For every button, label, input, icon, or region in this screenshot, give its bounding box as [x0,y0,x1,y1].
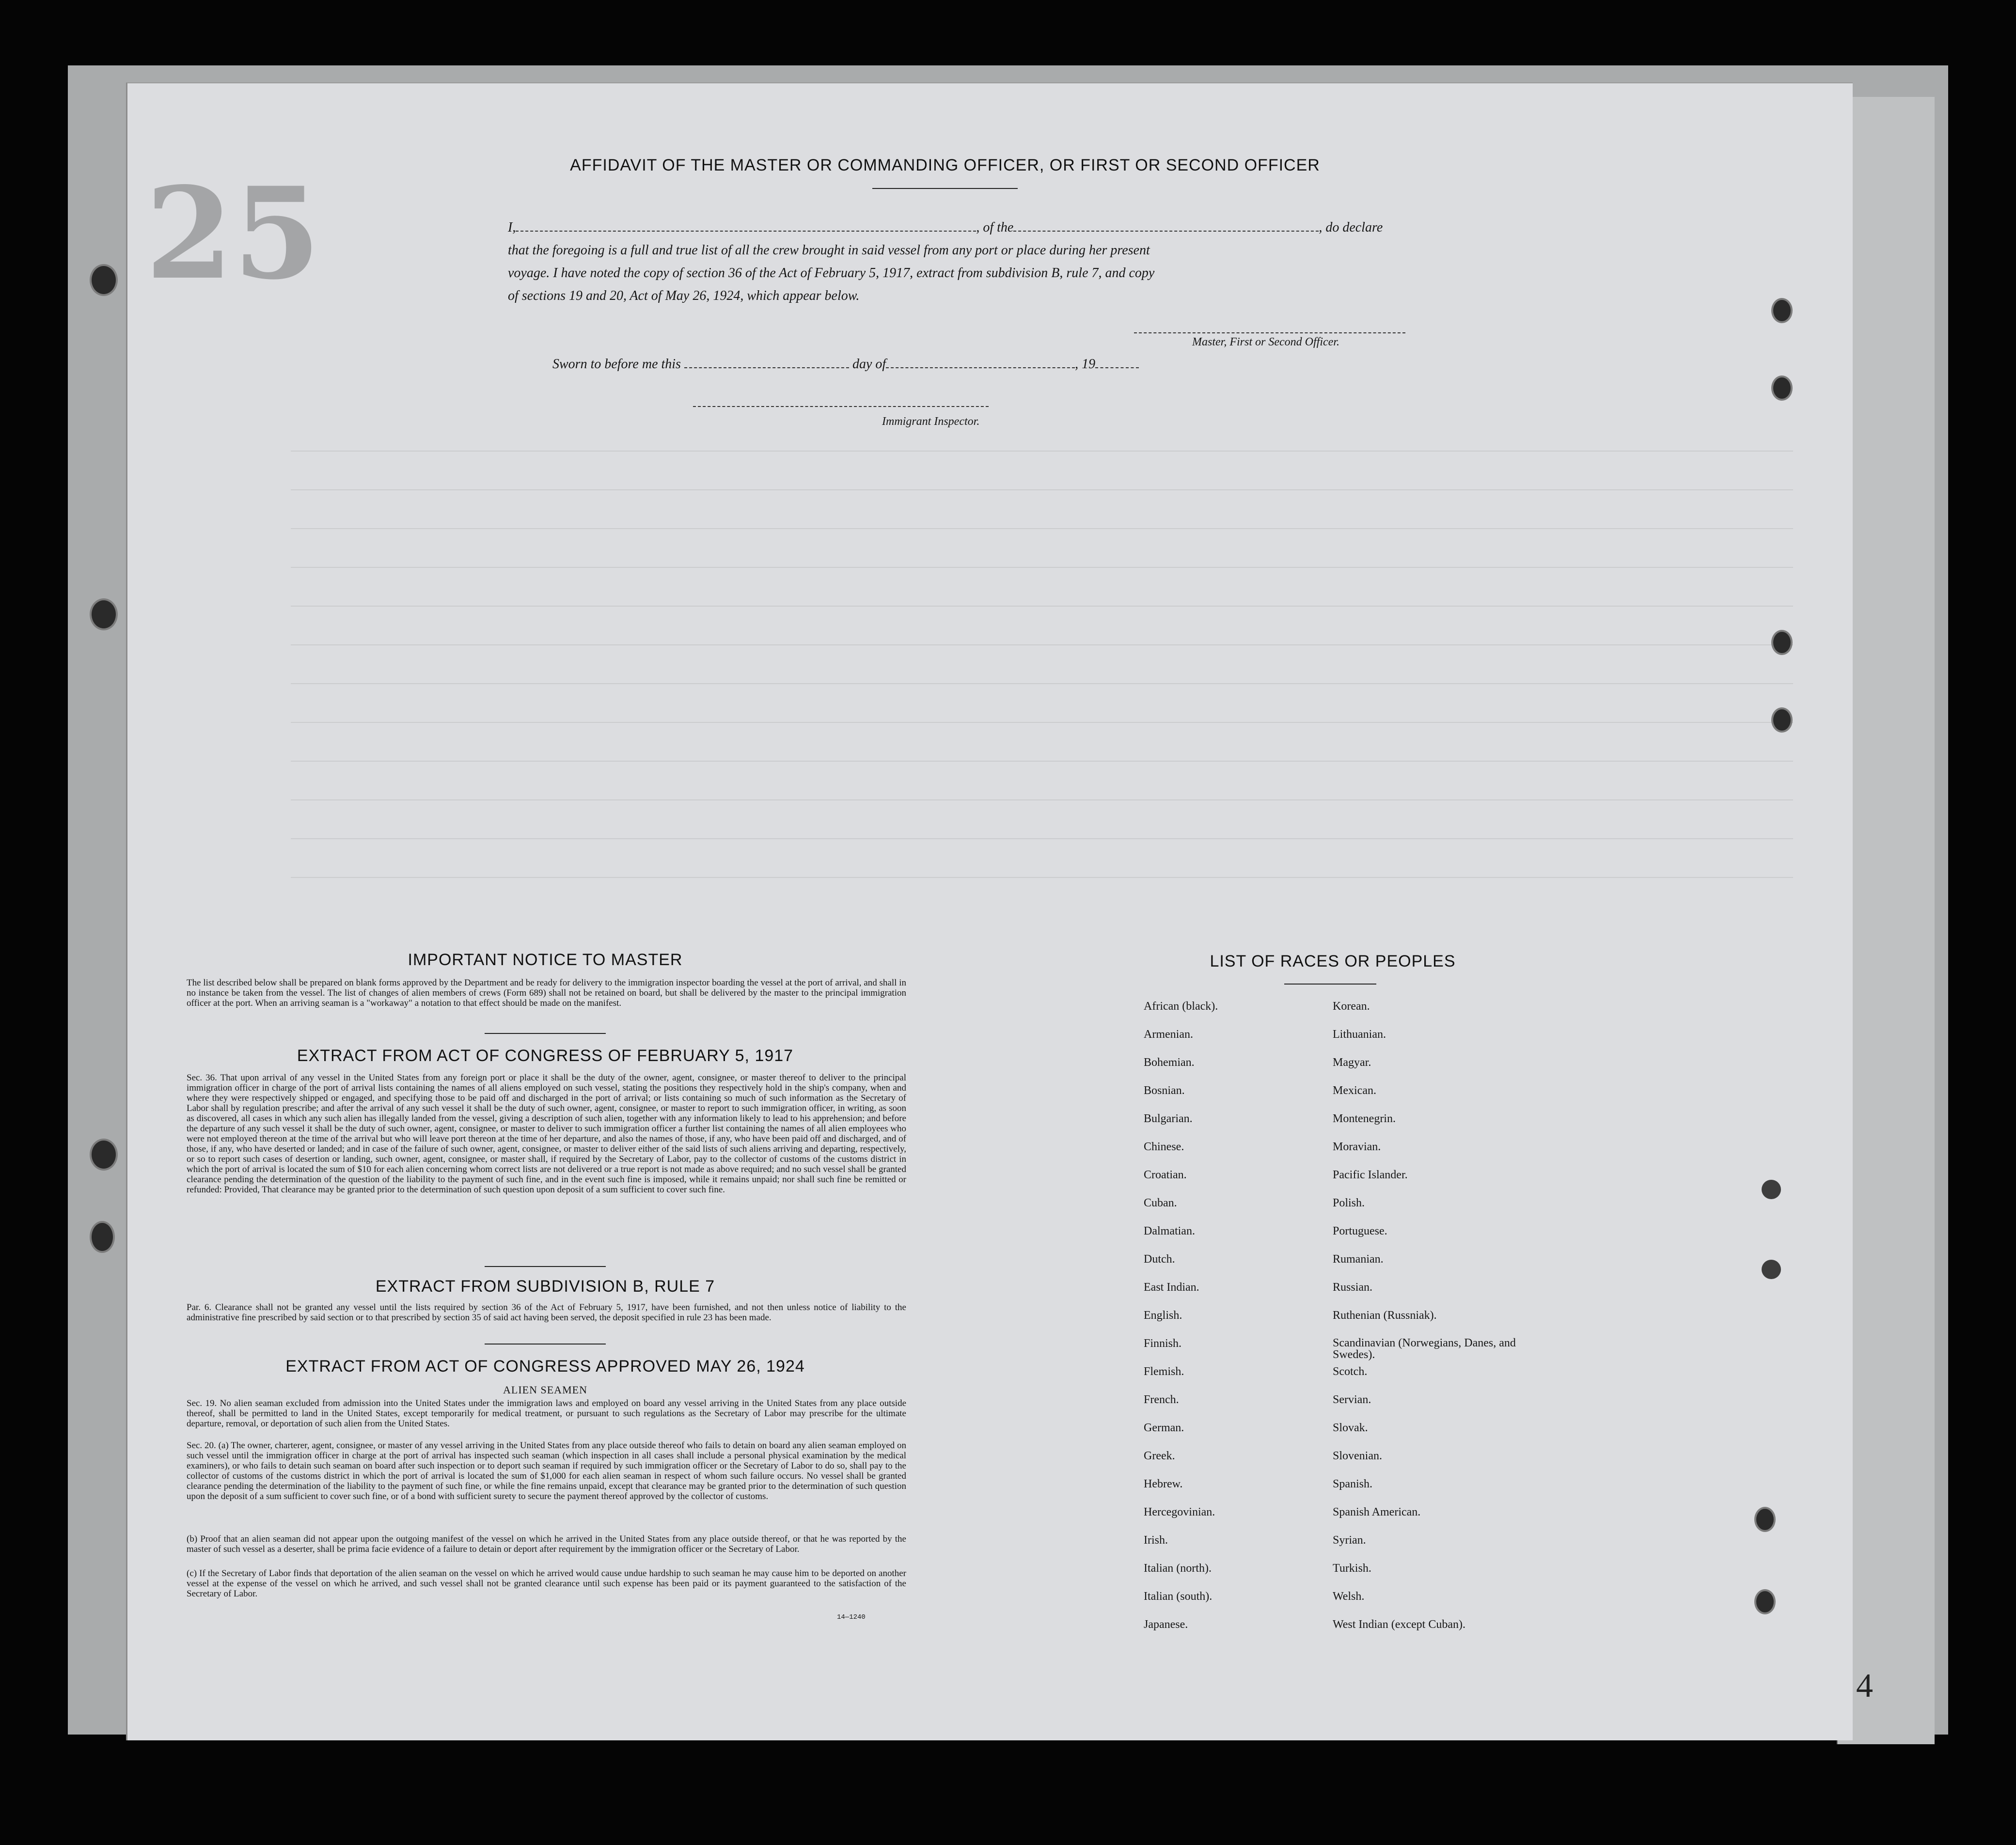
race-item: Welsh. [1333,1590,1365,1603]
bleed-through-row [291,838,1793,839]
race-item: East Indian. [1144,1281,1199,1294]
bleed-through-row [291,567,1793,568]
race-item: Italian (south). [1144,1590,1213,1603]
divider [485,1033,606,1034]
inspector-signature-field[interactable] [693,406,989,407]
affidavit-declaration-line [508,216,1438,240]
race-item: Montenegrin. [1333,1112,1396,1125]
bleed-through-row [291,451,1793,452]
notice-title: IMPORTANT NOTICE TO MASTER [408,951,683,969]
punch-hole [90,264,118,296]
bleed-through-row [291,877,1793,878]
race-item: Slovenian. [1333,1450,1382,1462]
race-item: Japanese. [1144,1618,1188,1631]
sworn-day-field[interactable] [684,367,849,368]
divider [1284,984,1376,985]
race-item: Finnish. [1144,1337,1182,1350]
extract-rule7-text: Par. 6. Clearance shall not be granted any vessel until the lists required by section 36 of the Act of February 5, 1917, have been furnished, and not then unless notice of liability to the administrative fine prescribed by said section or to that prescribed by section 35 of said act having been served, the deposit specified in rule 23 has been made. [187,1302,906,1323]
race-item: Hebrew. [1144,1478,1183,1490]
race-item: Mexican. [1333,1084,1376,1097]
divider [485,1266,606,1267]
affidavit-line-3: voyage. I have noted the copy of section 36 of the Act of February 5, 1917, extract from subdivision B, rule 7, and copy [508,266,1155,281]
extract-1924-sec19: Sec. 19. No alien seaman excluded from admission into the United States under the immigration laws and employed on board any vessel arriving in the United States from any place outside thereof, shall be permitted to land in the United States, except temporarily for medical treatment, or pursuant to such regulations as the Secretary of Labor may prescribe for the ultimate departure, removal, or deportation of such alien from the United States. [187,1398,906,1429]
race-item: English. [1144,1309,1182,1322]
race-item: Scotch. [1333,1365,1368,1378]
sworn-year-field[interactable] [1095,367,1139,368]
race-item: Spanish American. [1333,1506,1421,1518]
year-label: , 19 [1075,357,1096,372]
bleed-through-row [291,722,1793,723]
extract-1917-text: Sec. 36. That upon arrival of any vessel in the United States from any foreign port or place it shall be the duty of the owner, agent, consignee, or master thereof to deliver to the principal immigration officer in charge of the port of arrival lists containing the names of all aliens employed on such vessel, stating the positions they respectively hold in the ship's company, when and where they were respectively shipped or engaged, and specifying those to be paid off and discharged in the port of arrival; or lists containing so much of such information as the Secretary of Labor shall by regulation prescribe; and after the arrival of any such vessel it shall be the duty of such owner, agent, consignee, or master to report to such immigration officer, in writing, as soon as discovered, all cases in which any such alien has illegally landed from the vessel, giving a description of such alien, together with any information likely to lead to his apprehension; and before the departure of any such vessel it shall be the duty of such owner, agent, consignee, or master to deliver to such immigration officer a further list containing the names of all alien employees who were not employed thereon at the time of the arrival but who will leave port thereon at the time of her departure, and also the names of those, if any, who have been paid off and discharged, and of those, if any, who have deserted or landed; and in case of the failure of such owner, agent, consignee, or master to deliver either of the said lists of such aliens arriving and departing, respectively, or so to report such cases of desertion or landing, such owner, agent, consignee, or master shall, if required by the Secretary of Labor, pay to the collector of customs of the customs district in which the port of arrival is located the sum of $10 for each alien concerning whom correct lists are not delivered or a true report is not made as above required; and no such vessel shall be granted clearance pending the determination of the question of the liability to the payment of such fine, and in the event such fine is imposed, while it remains unpaid; nor shall such fine be remitted or refunded: Provided, That clearance may be granted prior to the determination of such question upon deposit of a sum sufficient to cover such fine. [187,1073,906,1195]
race-item: Lithuanian. [1333,1028,1386,1041]
races-right-column [1333,1000,1536,1646]
race-item: French. [1144,1393,1179,1406]
race-item: Ruthenian (Russniak). [1333,1309,1437,1322]
affidavit-declare-label: , do declare [1319,220,1383,235]
race-item: Cuban. [1144,1197,1177,1209]
affidavit-line-2: that the foregoing is a full and true list of all the crew brought in said vessel from any port or place during her present [508,243,1150,258]
notice-text: The list described below shall be prepared on blank forms approved by the Department and be ready for delivery to the immigration inspector boarding the vessel at the port of arrival, and shall in no instance be taken from the vessel. The list of changes of alien members of crews (Form 689) shall not be retained on board, but shall be delivered by the master to the principal immigration officer at the port. When an arriving seaman is a "workaway" a notation to that effect should be made on the manifest. [187,978,906,1008]
race-item: Flemish. [1144,1365,1184,1378]
race-item: Dutch. [1144,1253,1175,1266]
extract-1924-sec20c: (c) If the Secretary of Labor finds that deportation of the alien seaman on the vessel on which he arrived would cause undue hardship to such seaman he may cause him to be deported on another vessel at the expense of the vessel on which he arrived, and such vessel shall not be granted clearance until such expense has been paid or its payment guaranteed to the satisfaction of the Secretary of Labor. [187,1568,906,1599]
dark-dot [1762,1180,1781,1199]
race-item: Greek. [1144,1450,1175,1462]
race-item: Croatian. [1144,1169,1187,1181]
punch-hole [90,1221,115,1253]
master-signature-caption: Master, First or Second Officer. [1192,336,1339,348]
extract-rule7-title: EXTRACT FROM SUBDIVISION B, RULE 7 [375,1277,715,1296]
race-item: Scandinavian (Norwegians, Danes, and Swedes). [1333,1337,1516,1361]
punch-hole [1771,375,1793,401]
bleed-through-row [291,606,1793,607]
master-signature-field[interactable] [1134,332,1405,333]
race-item: Rumanian. [1333,1253,1384,1266]
race-item: Servian. [1333,1393,1371,1406]
sworn-label: Sworn to before me this [552,357,681,372]
extract-1924-sec20b: (b) Proof that an alien seaman did not appear upon the outgoing manifest of the vessel on which he arrived in the United States from any place outside thereof, or that he was reported by the master of such vessel as a deserter, shall be prima facie evidence of a failure to detain or deport after requirement by the immigration officer or the Secretary of Labor. [187,1534,906,1554]
race-item: Dalmatian. [1144,1225,1195,1237]
bleed-through-row [291,644,1793,645]
bleed-through-row [291,489,1793,490]
vessel-name-field[interactable] [1013,231,1319,232]
affidavit-of-the-label: , of the [976,220,1014,235]
race-item: Bulgarian. [1144,1112,1193,1125]
race-item: Bosnian. [1144,1084,1185,1097]
extract-1924-title: EXTRACT FROM ACT OF CONGRESS APPROVED MAY 26, 1924 [285,1357,805,1376]
race-item: Irish. [1144,1534,1168,1547]
stamp-number: 25 [145,160,321,308]
race-item: Moravian. [1333,1141,1381,1153]
extract-1924-sec20a: Sec. 20. (a) The owner, charterer, agent, consignee, or master of any vessel arriving in the United States from any place outside thereof who fails to detain on board any alien seaman employed on such vessel until the immigration officer in charge at the port of arrival has inspected such seaman (which inspection in all cases shall include a personal physical examination by the medical examiners), or who fails to detain such seaman on board after such inspection or to deport such seaman if required by such immigration officer or the Secretary of Labor to do so, shall pay to the collector of customs of the customs district in which the port of arrival is located the sum of $1,000 for each alien seaman in respect of whom such failure occurs. No vessel shall be granted clearance pending the determination of the liability to the payment of such fine, or while the fine remains unpaid, except that clearance may be granted prior to the determination of such question upon the deposit of a sum sufficient to cover such fine, or of a bond with sufficient surety to secure the payment thereof approved by the collector of customs. [187,1440,906,1501]
affidavit-i-label: I, [508,220,516,235]
punch-hole [90,1139,118,1171]
bleed-through-row [291,683,1793,684]
extract-1917-title: EXTRACT FROM ACT OF CONGRESS OF FEBRUARY 5, 1917 [297,1047,794,1065]
race-item: Hercegovinian. [1144,1506,1215,1518]
races-title: LIST OF RACES OR PEOPLES [1210,952,1456,970]
race-item: Pacific Islander. [1333,1169,1408,1181]
race-item: Magyar. [1333,1056,1371,1069]
affidavit-line-4: of sections 19 and 20, Act of May 26, 1924, which appear below. [508,288,860,303]
bleed-through-row [291,528,1793,529]
bleed-through-row [291,761,1793,762]
race-item: Korean. [1333,1000,1370,1013]
form-number: 14—1240 [837,1613,866,1621]
race-item: Russian. [1333,1281,1373,1294]
sworn-month-field[interactable] [886,367,1075,368]
page-mark: 4 [1856,1667,1873,1704]
punch-hole [1771,298,1793,323]
officer-name-field[interactable] [516,231,976,232]
race-item: German. [1144,1422,1184,1434]
race-item: Syrian. [1333,1534,1366,1547]
divider [485,1344,606,1345]
punch-hole [1754,1507,1776,1532]
race-item: African (black). [1144,1000,1218,1013]
affidavit-title: AFFIDAVIT OF THE MASTER OR COMMANDING OFFICER, OR FIRST OR SECOND OFFICER [570,156,1320,174]
race-item: Armenian. [1144,1028,1193,1041]
punch-hole [90,598,118,630]
races-left-column [1144,1000,1318,1646]
race-item: Bohemian. [1144,1056,1195,1069]
divider [872,188,1018,189]
race-item: Polish. [1333,1197,1365,1209]
race-item: West Indian (except Cuban). [1333,1618,1465,1631]
punch-hole [1771,630,1793,655]
race-item: Chinese. [1144,1141,1184,1153]
race-item: Spanish. [1333,1478,1373,1490]
race-item: Portuguese. [1333,1225,1387,1237]
alien-seamen-subtitle: ALIEN SEAMEN [503,1384,587,1396]
inspector-caption: Immigrant Inspector. [882,415,980,428]
bleed-through-row [291,799,1793,800]
race-item: Italian (north). [1144,1562,1212,1575]
sworn-line [552,352,1255,376]
race-item: Slovak. [1333,1422,1368,1434]
punch-hole [1754,1589,1776,1614]
dark-dot [1762,1260,1781,1279]
punch-hole [1771,707,1793,733]
race-item: Turkish. [1333,1562,1371,1575]
day-of-label: day of [852,357,886,372]
